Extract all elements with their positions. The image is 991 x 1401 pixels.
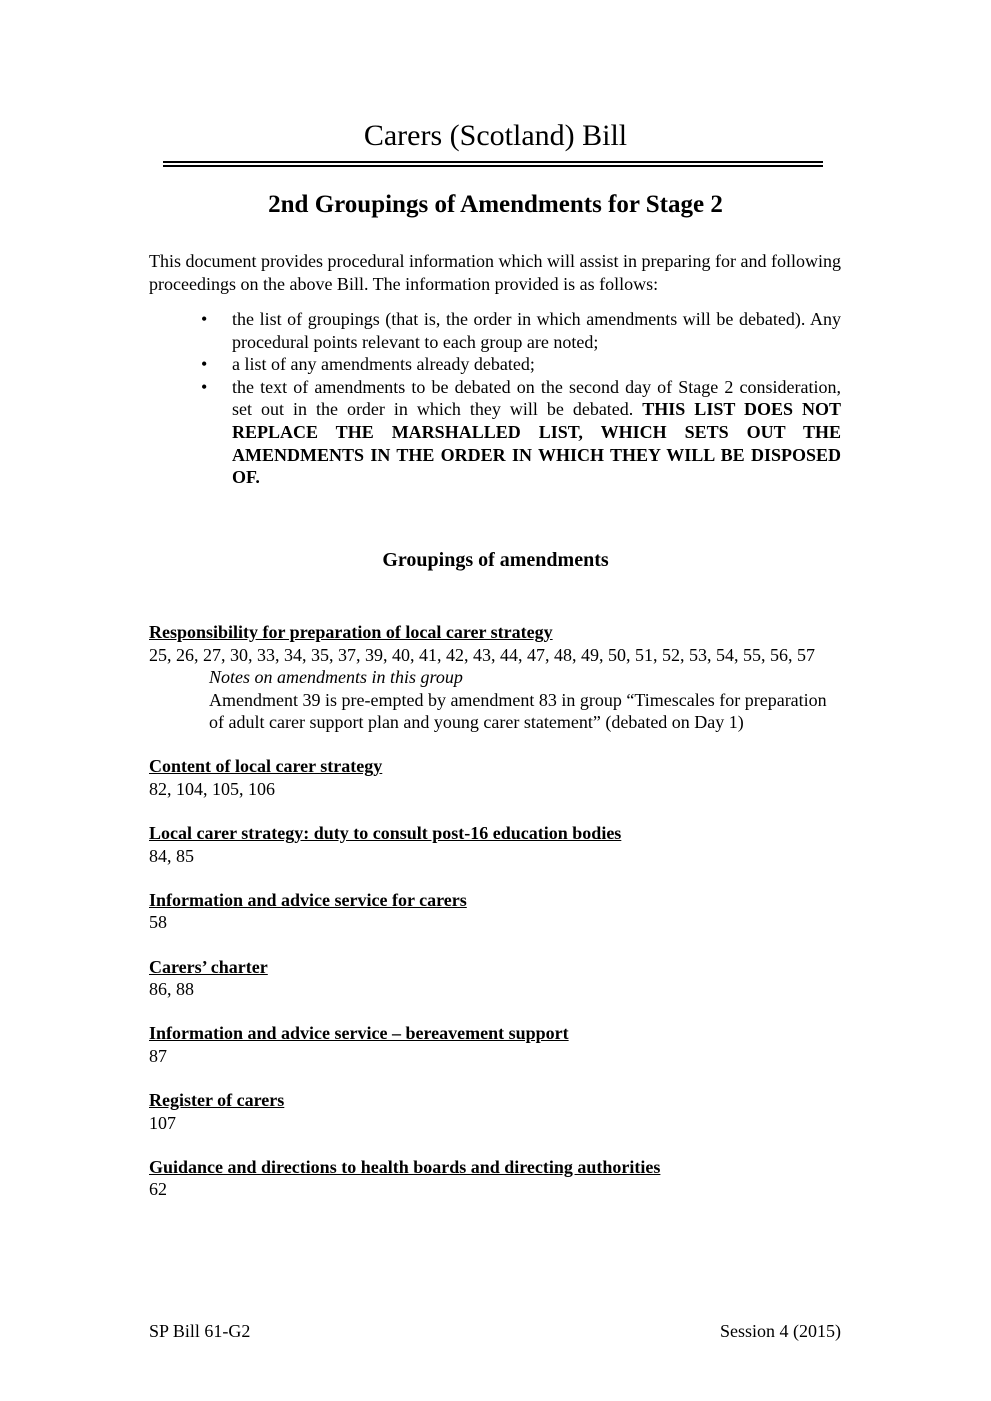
footer-session: Session 4 (2015) [720,1321,841,1341]
group-title: Content of local carer strategy [149,756,383,777]
group-amendments: 82, 104, 105, 106 [149,779,275,800]
notes-heading: Notes on amendments in this group [209,667,463,688]
groupings-list [149,621,841,1222]
bullet-item: • the list of groupings (that is, the order in which amendments will be debated). Any procedural points relevant to each group are noted; [201,309,841,352]
document-title: Carers (Scotland) Bill [363,119,628,152]
group-amendments: 25, 26, 27, 30, 33, 34, 35, 37, 39, 40, 41, 42, 43, 44, 47, 48, 49, 50, 51, 52, 53, 54, 55, 56, 57 [149,644,815,665]
group-amendments: 107 [149,1112,176,1133]
group-notes [149,666,841,734]
group-item [149,621,841,734]
notes-text: Amendment 39 is pre-empted by amendment 83 in group “Timescales for preparation of adult carer support plan and young carer statement” (debated on Day 1) [209,689,827,733]
group-item [149,956,841,1001]
intro-paragraph: This document provides procedural information which will assist in preparing for and following proceedings on the above Bill. The information provided is as follows: [149,251,841,294]
bullet-emphasis: THIS LIST DOES NOT REPLACE THE MARSHALLED LIST, WHICH SETS OUT THE AMENDMENTS IN THE ORDER IN WHICH THEY WILL BE DISPOSED OF. [232,399,842,488]
bullet-icon: • [201,309,208,329]
group-amendments: 86, 88 [149,979,194,1000]
group-item [149,1022,841,1067]
bullet-icon: • [201,354,208,375]
intro-bullet-list [201,308,842,489]
group-title: Local carer strategy: duty to consult post-16 education bodies [149,823,622,844]
group-item [149,755,841,800]
group-title: Information and advice service – bereavement support [149,1023,569,1044]
group-amendments: 58 [149,912,167,933]
group-item [149,822,841,867]
group-title: Responsibility for preparation of local carer strategy [149,622,553,642]
group-item [149,1156,841,1201]
group-amendments: 62 [149,1179,167,1200]
footer-bill-reference: SP Bill 61-G2 [149,1321,251,1341]
document-subtitle: 2nd Groupings of Amendments for Stage 2 [268,191,723,218]
bullet-item: • the text of amendments to be debated on the second day of Stage 2 consideration, set out in the order in which they will be debated. THIS LIST DOES NOT REPLACE THE MARSHALLED LIST, WHICH SETS OUT THE AMENDMENTS IN THE ORDER IN WHICH THEY WILL BE DISPOSED OF. [201,376,842,488]
group-item [149,1089,841,1134]
groupings-heading: Groupings of amendments [382,549,609,571]
title-double-rule [163,161,823,167]
group-item [149,889,841,934]
group-title: Carers’ charter [149,956,268,977]
group-title: Guidance and directions to health boards and directing authorities [149,1156,661,1177]
bullet-icon: • [201,376,208,397]
bullet-item: • a list of any amendments already debated; [201,354,535,375]
group-title: Information and advice service for carers [149,889,467,910]
group-amendments: 87 [149,1045,167,1066]
group-title: Register of carers [149,1089,285,1110]
group-amendments: 84, 85 [149,845,194,866]
